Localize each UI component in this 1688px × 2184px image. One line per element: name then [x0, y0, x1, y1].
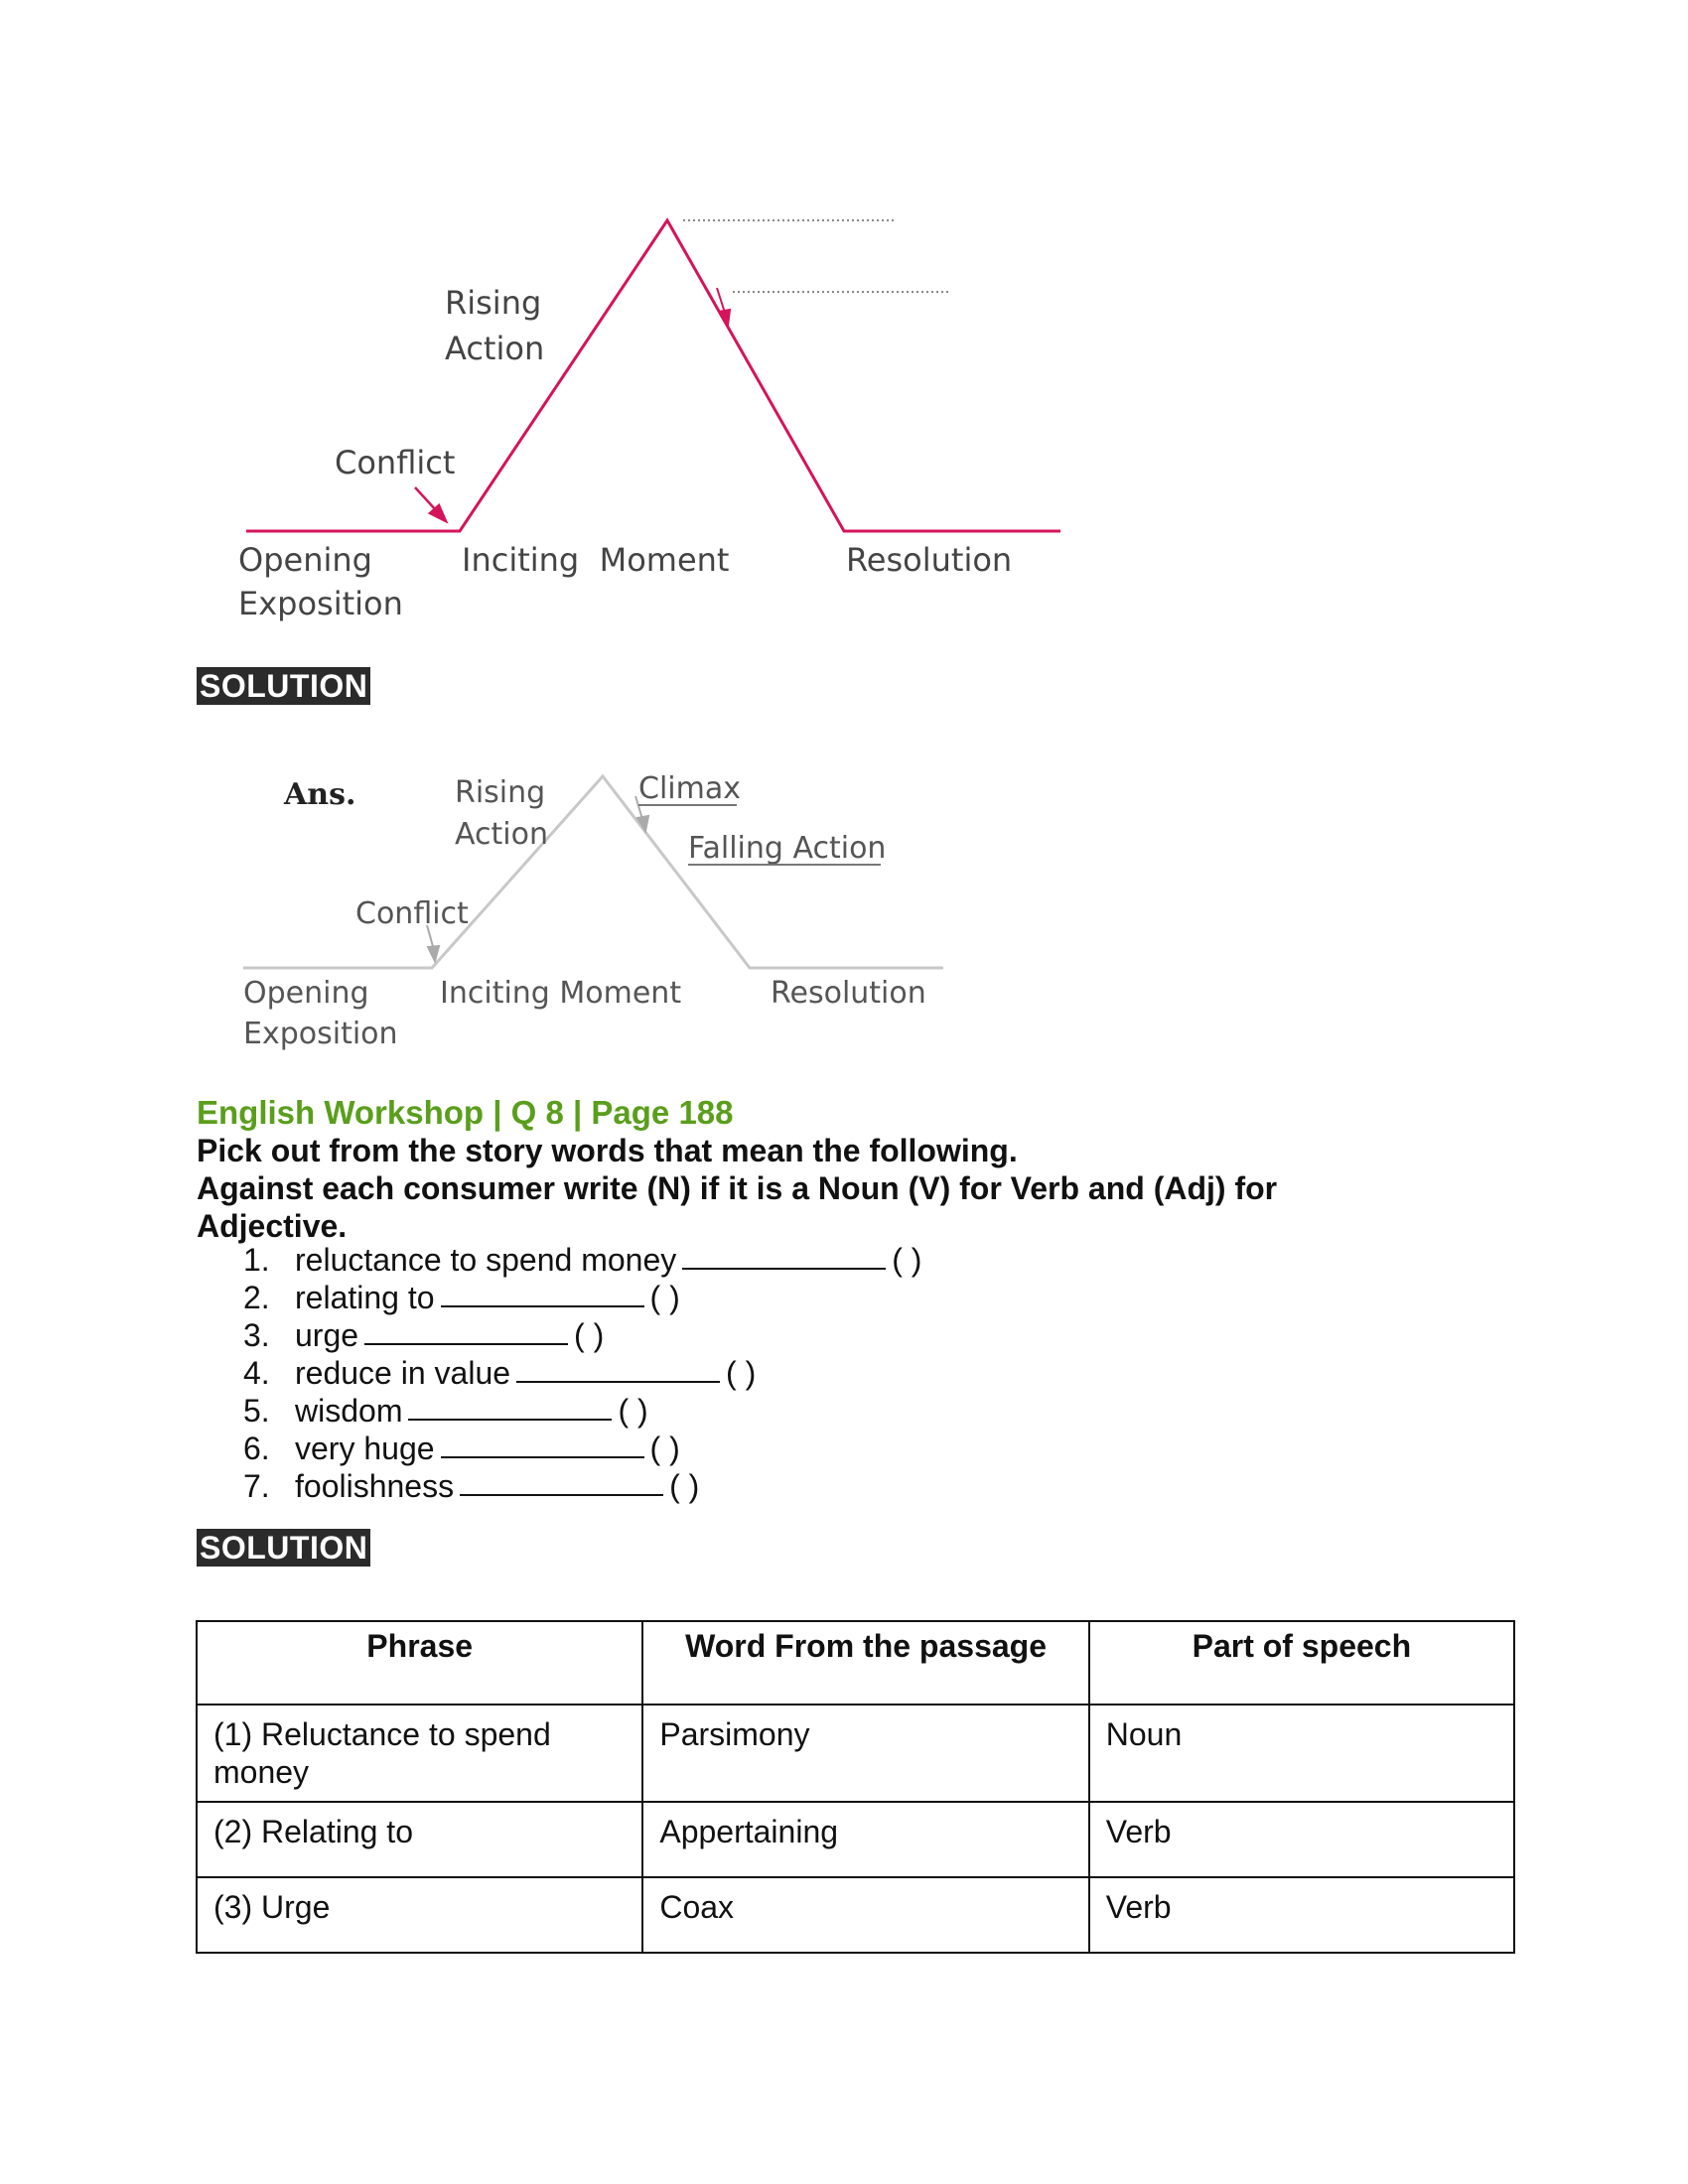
table-cell: (2) Relating to	[197, 1802, 642, 1877]
table-row	[197, 1802, 1514, 1877]
table-row	[197, 1705, 1514, 1802]
question-item: 2. relating to ( )	[243, 1280, 680, 1315]
climax-label: Climax	[638, 771, 741, 806]
question-item: 1. reluctance to spend money ( )	[243, 1242, 922, 1278]
table-header: Part of speech	[1089, 1621, 1514, 1705]
answer-blank	[441, 1430, 644, 1458]
ans-conflict-label: Conflict	[355, 896, 469, 931]
table-cell: (1) Reluctance to spend money	[197, 1705, 642, 1802]
table-cell: Verb	[1089, 1802, 1514, 1877]
resolution-label: Resolution	[846, 541, 1013, 579]
opening-label-2: Exposition	[238, 585, 403, 622]
table-cell: Verb	[1089, 1877, 1514, 1953]
ans-rising-label-1: Rising	[455, 775, 546, 810]
plot-line	[246, 220, 1060, 531]
solution-badge-1: SOLUTION	[197, 667, 370, 705]
question-item: 4. reduce in value ( )	[243, 1355, 757, 1391]
inciting-label: Inciting Moment	[462, 541, 730, 579]
ans-opening-label-2: Exposition	[243, 1017, 398, 1051]
table-cell: Parsimony	[642, 1705, 1088, 1802]
question-item: 6. very huge ( )	[243, 1431, 680, 1466]
answer-blank	[408, 1392, 612, 1421]
falling-action-label: Falling Action	[688, 831, 887, 866]
ans-inciting-label: Inciting Moment	[440, 976, 682, 1011]
question-reference: English Workshop | Q 8 | Page 188	[197, 1094, 734, 1131]
answer-blank	[682, 1241, 886, 1270]
answer-blank	[364, 1316, 568, 1345]
question-line-2: Against each consumer write (N) if it is a Noun (V) for Verb and (Adj) for Adjective.	[197, 1170, 1278, 1244]
answer-blank	[460, 1467, 663, 1496]
conflict-arrow	[415, 487, 446, 521]
ans-resolution-label: Resolution	[771, 976, 926, 1011]
table-header: Phrase	[197, 1621, 642, 1705]
ans-label: Ans.	[284, 777, 356, 812]
answer-blank	[516, 1354, 720, 1383]
table-row	[197, 1877, 1514, 1953]
table-cell: Appertaining	[642, 1802, 1088, 1877]
plot-diagram-answer	[0, 735, 1688, 1092]
table-cell: (3) Urge	[197, 1877, 642, 1953]
question-item: 5. wisdom ( )	[243, 1393, 648, 1429]
table-header-row	[197, 1621, 1514, 1705]
question-item: 7. foolishness ( )	[243, 1468, 700, 1504]
opening-label-1: Opening	[238, 541, 372, 579]
ans-opening-label-1: Opening	[243, 976, 369, 1011]
conflict-label: Conflict	[335, 444, 456, 481]
falling-arrow	[717, 288, 730, 326]
solution-badge-2: SOLUTION	[197, 1529, 370, 1567]
table-header: Word From the passage	[642, 1621, 1088, 1705]
answer-blank	[441, 1279, 644, 1307]
plot-diagram-question	[0, 0, 1688, 675]
answer-table	[196, 1620, 1515, 1954]
table-cell: Coax	[642, 1877, 1088, 1953]
rising-label-1: Rising	[445, 284, 542, 322]
question-line-1: Pick out from the story words that mean the following.	[197, 1133, 1018, 1168]
question-items	[243, 1241, 921, 1505]
rising-label-2: Action	[445, 330, 545, 367]
table-cell: Noun	[1089, 1705, 1514, 1802]
question-item: 3. urge ( )	[243, 1317, 605, 1353]
ans-rising-label-2: Action	[455, 817, 548, 852]
